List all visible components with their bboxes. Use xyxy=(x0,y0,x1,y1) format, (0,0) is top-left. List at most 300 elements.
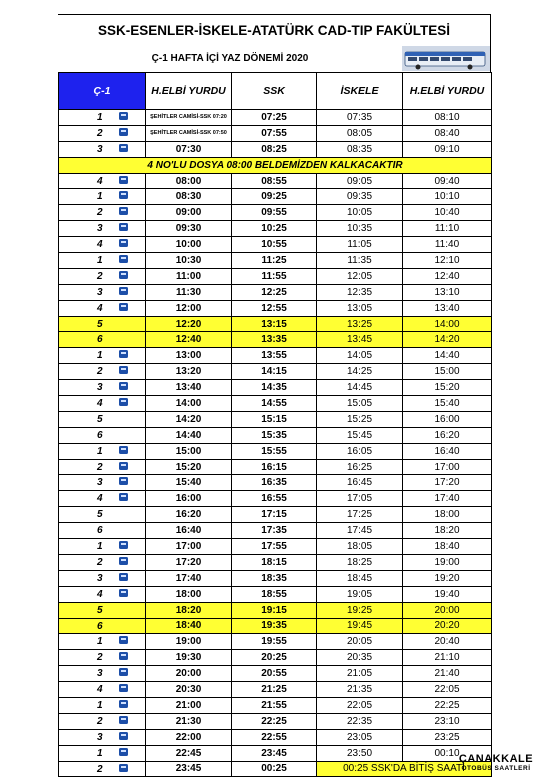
time-cell: 23:05 xyxy=(317,729,403,745)
bus-icon xyxy=(119,700,128,708)
run-number: 3 xyxy=(97,143,103,155)
time-cell: 22:05 xyxy=(403,682,492,698)
run-number-cell xyxy=(59,332,146,348)
table-row xyxy=(59,364,492,380)
run-number-cell xyxy=(59,745,146,761)
time-cell: 07:55 xyxy=(232,125,317,141)
time-cell: 17:35 xyxy=(232,523,317,539)
time-cell: 14:20 xyxy=(403,332,492,348)
bus-icon xyxy=(119,589,128,597)
bus-icon xyxy=(119,176,128,184)
table-row xyxy=(59,125,492,141)
time-cell: 23:45 xyxy=(146,761,232,777)
end-time-note: 00:25 SSK'DA BİTİŞ SAATİ xyxy=(317,761,492,777)
time-cell: 17:25 xyxy=(317,507,403,523)
time-cell: 17:55 xyxy=(232,539,317,555)
bus-icon xyxy=(119,207,128,215)
table-row xyxy=(59,570,492,586)
run-number-cell xyxy=(59,205,146,221)
table-row xyxy=(59,618,492,634)
bus-icon xyxy=(119,764,128,772)
time-cell: 19:45 xyxy=(317,618,403,634)
time-cell: 12:05 xyxy=(317,268,403,284)
run-number: 3 xyxy=(97,572,103,584)
run-number-cell xyxy=(59,348,146,364)
time-cell: 08:35 xyxy=(317,141,403,157)
time-cell: 17:20 xyxy=(403,475,492,491)
time-cell: 14:40 xyxy=(403,348,492,364)
run-number: 5 xyxy=(97,604,103,616)
run-number: 3 xyxy=(97,223,103,235)
bus-icon xyxy=(119,303,128,311)
bus-icon xyxy=(119,477,128,485)
time-cell: 16:35 xyxy=(232,475,317,491)
time-cell: 22:25 xyxy=(403,697,492,713)
time-cell: 17:40 xyxy=(146,570,232,586)
run-number: 1 xyxy=(97,255,103,267)
run-number-cell xyxy=(59,666,146,682)
run-number-cell xyxy=(59,427,146,443)
notice-row xyxy=(59,157,492,173)
time-cell: 20:30 xyxy=(146,682,232,698)
time-cell: 13:15 xyxy=(232,316,317,332)
time-cell: 22:45 xyxy=(146,745,232,761)
table-row xyxy=(59,586,492,602)
run-number: 4 xyxy=(97,239,103,251)
run-number: 1 xyxy=(97,112,103,123)
time-cell: ŞEHİTLER CAMİSİ-SSK 07:50 xyxy=(146,125,232,141)
run-number-cell xyxy=(59,396,146,412)
time-cell: 14:35 xyxy=(232,380,317,396)
table-row xyxy=(59,491,492,507)
run-number-cell xyxy=(59,554,146,570)
time-cell: 11:25 xyxy=(232,253,317,269)
run-number-cell xyxy=(59,459,146,475)
column-header: İSKELE xyxy=(317,73,403,110)
notice-text: 4 NO'LU DOSYA 08:00 BELDEMİZDEN KALKACAKTIR xyxy=(59,157,492,173)
run-number: 2 xyxy=(97,763,103,775)
bus-icon xyxy=(119,493,128,501)
run-number: 5 xyxy=(97,413,103,425)
time-cell: 19:00 xyxy=(403,554,492,570)
table-row xyxy=(59,141,492,157)
run-number-cell xyxy=(59,761,146,777)
time-cell: 11:10 xyxy=(403,221,492,237)
column-header: SSK xyxy=(232,73,317,110)
time-cell: 23:45 xyxy=(232,745,317,761)
bus-icon xyxy=(119,462,128,470)
time-cell: 19:20 xyxy=(403,570,492,586)
time-cell: 14:00 xyxy=(403,316,492,332)
time-cell: 10:10 xyxy=(403,189,492,205)
run-number-cell xyxy=(59,300,146,316)
time-cell: 13:10 xyxy=(403,284,492,300)
footer-logo xyxy=(455,753,537,772)
time-cell: 10:05 xyxy=(317,205,403,221)
table-row xyxy=(59,396,492,412)
run-number-cell xyxy=(59,713,146,729)
run-number: 3 xyxy=(97,477,103,489)
table-row xyxy=(59,332,492,348)
time-cell: 08:30 xyxy=(146,189,232,205)
table-row xyxy=(59,284,492,300)
time-cell: 19:30 xyxy=(146,650,232,666)
time-cell: 19:00 xyxy=(146,634,232,650)
bus-icon xyxy=(119,144,128,152)
subtitle-row xyxy=(58,45,491,72)
bus-icon xyxy=(119,652,128,660)
bus-icon xyxy=(119,366,128,374)
run-number: 4 xyxy=(97,493,103,505)
table-row xyxy=(59,221,492,237)
run-number: 4 xyxy=(97,588,103,600)
route-logo: Ç-1 xyxy=(59,73,146,110)
time-cell: 00:10 xyxy=(403,745,492,761)
table-row xyxy=(59,110,492,126)
time-cell: 19:15 xyxy=(232,602,317,618)
time-cell: 14:45 xyxy=(317,380,403,396)
time-cell: 16:40 xyxy=(403,443,492,459)
table-row xyxy=(59,761,492,777)
table-row xyxy=(59,602,492,618)
time-cell: 20:35 xyxy=(317,650,403,666)
time-cell: 15:00 xyxy=(146,443,232,459)
time-cell: 12:25 xyxy=(232,284,317,300)
time-cell: 14:05 xyxy=(317,348,403,364)
run-number: 4 xyxy=(97,302,103,314)
run-number: 2 xyxy=(97,652,103,664)
bus-icon xyxy=(119,271,128,279)
time-cell: 08:40 xyxy=(403,125,492,141)
run-number-cell xyxy=(59,443,146,459)
run-number: 1 xyxy=(97,445,103,457)
run-number-cell xyxy=(59,618,146,634)
footer-brand: ÇANAKKALE xyxy=(458,753,534,765)
run-number: 6 xyxy=(97,525,103,537)
run-number-cell xyxy=(59,682,146,698)
time-cell: 22:55 xyxy=(232,729,317,745)
run-number: 1 xyxy=(97,699,103,711)
time-cell: 16:45 xyxy=(317,475,403,491)
time-cell: 08:00 xyxy=(146,173,232,189)
time-cell: 13:45 xyxy=(317,332,403,348)
bus-icon xyxy=(119,398,128,406)
table-row xyxy=(59,443,492,459)
run-number-cell xyxy=(59,125,146,141)
time-cell: 17:15 xyxy=(232,507,317,523)
run-number: 2 xyxy=(97,270,103,282)
table-row xyxy=(59,268,492,284)
time-cell: 12:20 xyxy=(146,316,232,332)
run-number-cell xyxy=(59,284,146,300)
time-cell: 09:10 xyxy=(403,141,492,157)
time-cell: 16:20 xyxy=(146,507,232,523)
bus-icon xyxy=(119,239,128,247)
time-cell: 13:05 xyxy=(317,300,403,316)
run-number-cell xyxy=(59,380,146,396)
time-cell: 21:55 xyxy=(232,697,317,713)
time-cell: 15:00 xyxy=(403,364,492,380)
run-number: 1 xyxy=(97,747,103,759)
footer-sub: OTOBÜS SAATLERİ xyxy=(461,765,531,772)
bus-icon xyxy=(119,573,128,581)
table-row xyxy=(59,745,492,761)
time-cell: 18:40 xyxy=(146,618,232,634)
table-row xyxy=(59,539,492,555)
run-number-cell xyxy=(59,491,146,507)
time-cell: 08:05 xyxy=(317,125,403,141)
time-cell: 11:30 xyxy=(146,284,232,300)
timetable-sheet xyxy=(58,14,491,777)
bus-icon xyxy=(119,350,128,358)
bus-icon xyxy=(119,748,128,756)
table-row xyxy=(59,189,492,205)
time-cell: 11:00 xyxy=(146,268,232,284)
time-cell: 17:20 xyxy=(146,554,232,570)
time-cell: 11:35 xyxy=(317,253,403,269)
run-number-cell xyxy=(59,189,146,205)
run-number: 1 xyxy=(97,191,103,203)
timetable xyxy=(58,72,492,777)
time-cell: 15:25 xyxy=(317,411,403,427)
table-row xyxy=(59,300,492,316)
time-cell: 09:00 xyxy=(146,205,232,221)
bus-icon xyxy=(119,668,128,676)
run-number-cell xyxy=(59,539,146,555)
time-cell: 11:05 xyxy=(317,237,403,253)
time-cell: 19:35 xyxy=(232,618,317,634)
time-cell: 10:25 xyxy=(232,221,317,237)
run-number-cell xyxy=(59,475,146,491)
time-cell: 15:20 xyxy=(403,380,492,396)
bus-icon xyxy=(119,716,128,724)
table-row xyxy=(59,427,492,443)
bus-icon xyxy=(119,732,128,740)
run-number: 6 xyxy=(97,429,103,441)
run-number: 6 xyxy=(97,620,103,632)
time-cell: 18:25 xyxy=(317,554,403,570)
time-cell: 18:00 xyxy=(146,586,232,602)
bus-icon xyxy=(119,684,128,692)
table-row xyxy=(59,316,492,332)
run-number: 2 xyxy=(97,715,103,727)
run-number: 4 xyxy=(97,175,103,187)
run-number-cell xyxy=(59,268,146,284)
time-cell: 15:45 xyxy=(317,427,403,443)
table-row xyxy=(59,253,492,269)
time-cell: 18:55 xyxy=(232,586,317,602)
time-cell: 12:40 xyxy=(403,268,492,284)
time-cell: 17:40 xyxy=(403,491,492,507)
run-number-cell xyxy=(59,110,146,126)
time-cell: 19:25 xyxy=(317,602,403,618)
time-cell: 21:05 xyxy=(317,666,403,682)
run-number-cell xyxy=(59,316,146,332)
time-cell: 22:25 xyxy=(232,713,317,729)
time-cell: 17:00 xyxy=(146,539,232,555)
time-cell: 18:15 xyxy=(232,554,317,570)
time-cell: 13:40 xyxy=(146,380,232,396)
time-cell: 12:55 xyxy=(232,300,317,316)
time-cell: 14:40 xyxy=(146,427,232,443)
column-header: H.ELBİ YURDU xyxy=(146,73,232,110)
time-cell: 18:20 xyxy=(146,602,232,618)
run-number: 5 xyxy=(97,318,103,330)
time-cell: ŞEHİTLER CAMİSİ-SSK 07:20 xyxy=(146,110,232,126)
bus-icon xyxy=(119,636,128,644)
time-cell: 17:05 xyxy=(317,491,403,507)
table-row xyxy=(59,650,492,666)
table-row xyxy=(59,682,492,698)
bus-icon xyxy=(119,382,128,390)
run-number: 3 xyxy=(97,286,103,298)
time-cell: 09:55 xyxy=(232,205,317,221)
time-cell: 15:15 xyxy=(232,411,317,427)
time-cell: 09:35 xyxy=(317,189,403,205)
table-row xyxy=(59,634,492,650)
table-row xyxy=(59,205,492,221)
table-row xyxy=(59,697,492,713)
time-cell: 21:30 xyxy=(146,713,232,729)
run-number-cell xyxy=(59,650,146,666)
run-number-cell xyxy=(59,523,146,539)
time-cell: 20:00 xyxy=(403,602,492,618)
time-cell: 14:25 xyxy=(317,364,403,380)
run-number: 3 xyxy=(97,668,103,680)
run-number: 3 xyxy=(97,731,103,743)
time-cell: 09:40 xyxy=(403,173,492,189)
time-cell: 10:35 xyxy=(317,221,403,237)
time-cell: 16:40 xyxy=(146,523,232,539)
time-cell: 16:15 xyxy=(232,459,317,475)
table-row xyxy=(59,459,492,475)
bus-icon xyxy=(119,557,128,565)
time-cell: 19:40 xyxy=(403,586,492,602)
time-cell: 13:20 xyxy=(146,364,232,380)
bus-icon xyxy=(119,287,128,295)
time-cell: 12:40 xyxy=(146,332,232,348)
time-cell: 18:45 xyxy=(317,570,403,586)
time-cell: 22:35 xyxy=(317,713,403,729)
time-cell: 12:10 xyxy=(403,253,492,269)
time-cell: 19:55 xyxy=(232,634,317,650)
time-cell: 09:05 xyxy=(317,173,403,189)
time-cell: 22:00 xyxy=(146,729,232,745)
run-number-cell xyxy=(59,141,146,157)
run-number: 1 xyxy=(97,350,103,362)
time-cell: 18:00 xyxy=(403,507,492,523)
time-cell: 22:05 xyxy=(317,697,403,713)
time-cell: 20:55 xyxy=(232,666,317,682)
run-number: 2 xyxy=(97,461,103,473)
run-number-cell xyxy=(59,253,146,269)
time-cell: 16:05 xyxy=(317,443,403,459)
time-cell: 15:40 xyxy=(403,396,492,412)
run-number-cell xyxy=(59,602,146,618)
time-cell: 21:35 xyxy=(317,682,403,698)
time-cell: 20:05 xyxy=(317,634,403,650)
table-header-row xyxy=(59,73,492,110)
time-cell: 20:20 xyxy=(403,618,492,634)
time-cell: 07:35 xyxy=(317,110,403,126)
time-cell: 08:10 xyxy=(403,110,492,126)
time-cell: 13:25 xyxy=(317,316,403,332)
time-cell: 13:40 xyxy=(403,300,492,316)
run-number-cell xyxy=(59,364,146,380)
time-cell: 21:00 xyxy=(146,697,232,713)
table-row xyxy=(59,523,492,539)
time-cell: 17:00 xyxy=(403,459,492,475)
time-cell: 15:40 xyxy=(146,475,232,491)
run-number: 1 xyxy=(97,636,103,648)
run-number: 6 xyxy=(97,334,103,346)
bus-icon xyxy=(119,191,128,199)
time-cell: 14:15 xyxy=(232,364,317,380)
time-cell: 00:25 xyxy=(232,761,317,777)
time-cell: 23:50 xyxy=(317,745,403,761)
table-row xyxy=(59,507,492,523)
run-number-cell xyxy=(59,729,146,745)
run-number: 2 xyxy=(97,127,103,139)
time-cell: 09:25 xyxy=(232,189,317,205)
time-cell: 10:30 xyxy=(146,253,232,269)
time-cell: 15:20 xyxy=(146,459,232,475)
time-cell: 15:55 xyxy=(232,443,317,459)
run-number: 1 xyxy=(97,541,103,553)
table-row xyxy=(59,380,492,396)
table-row xyxy=(59,411,492,427)
run-number-cell xyxy=(59,586,146,602)
bus-icon xyxy=(119,541,128,549)
time-cell: 14:55 xyxy=(232,396,317,412)
table-row xyxy=(59,666,492,682)
table-row xyxy=(59,237,492,253)
run-number-cell xyxy=(59,237,146,253)
time-cell: 23:25 xyxy=(403,729,492,745)
run-number-cell xyxy=(59,634,146,650)
time-cell: 18:40 xyxy=(403,539,492,555)
run-number: 2 xyxy=(97,207,103,219)
time-cell: 09:30 xyxy=(146,221,232,237)
time-cell: 11:55 xyxy=(232,268,317,284)
time-cell: 14:00 xyxy=(146,396,232,412)
time-cell: 15:05 xyxy=(317,396,403,412)
time-cell: 13:00 xyxy=(146,348,232,364)
table-row xyxy=(59,475,492,491)
time-cell: 11:40 xyxy=(403,237,492,253)
time-cell: 20:40 xyxy=(403,634,492,650)
time-cell: 12:00 xyxy=(146,300,232,316)
table-row xyxy=(59,729,492,745)
run-number-cell xyxy=(59,173,146,189)
page-title: SSK-ESENLER-İSKELE-ATATÜRK CAD-TIP FAKÜLTESİ xyxy=(58,14,491,45)
time-cell: 15:35 xyxy=(232,427,317,443)
time-cell: 19:05 xyxy=(317,586,403,602)
time-cell: 20:25 xyxy=(232,650,317,666)
time-cell: 13:55 xyxy=(232,348,317,364)
run-number-cell xyxy=(59,221,146,237)
table-row xyxy=(59,173,492,189)
time-cell: 18:35 xyxy=(232,570,317,586)
time-cell: 10:55 xyxy=(232,237,317,253)
bus-image xyxy=(402,46,490,71)
table-row xyxy=(59,554,492,570)
run-number-cell xyxy=(59,697,146,713)
time-cell: 14:20 xyxy=(146,411,232,427)
time-cell: 08:55 xyxy=(232,173,317,189)
run-number: 2 xyxy=(97,556,103,568)
run-number: 2 xyxy=(97,366,103,378)
